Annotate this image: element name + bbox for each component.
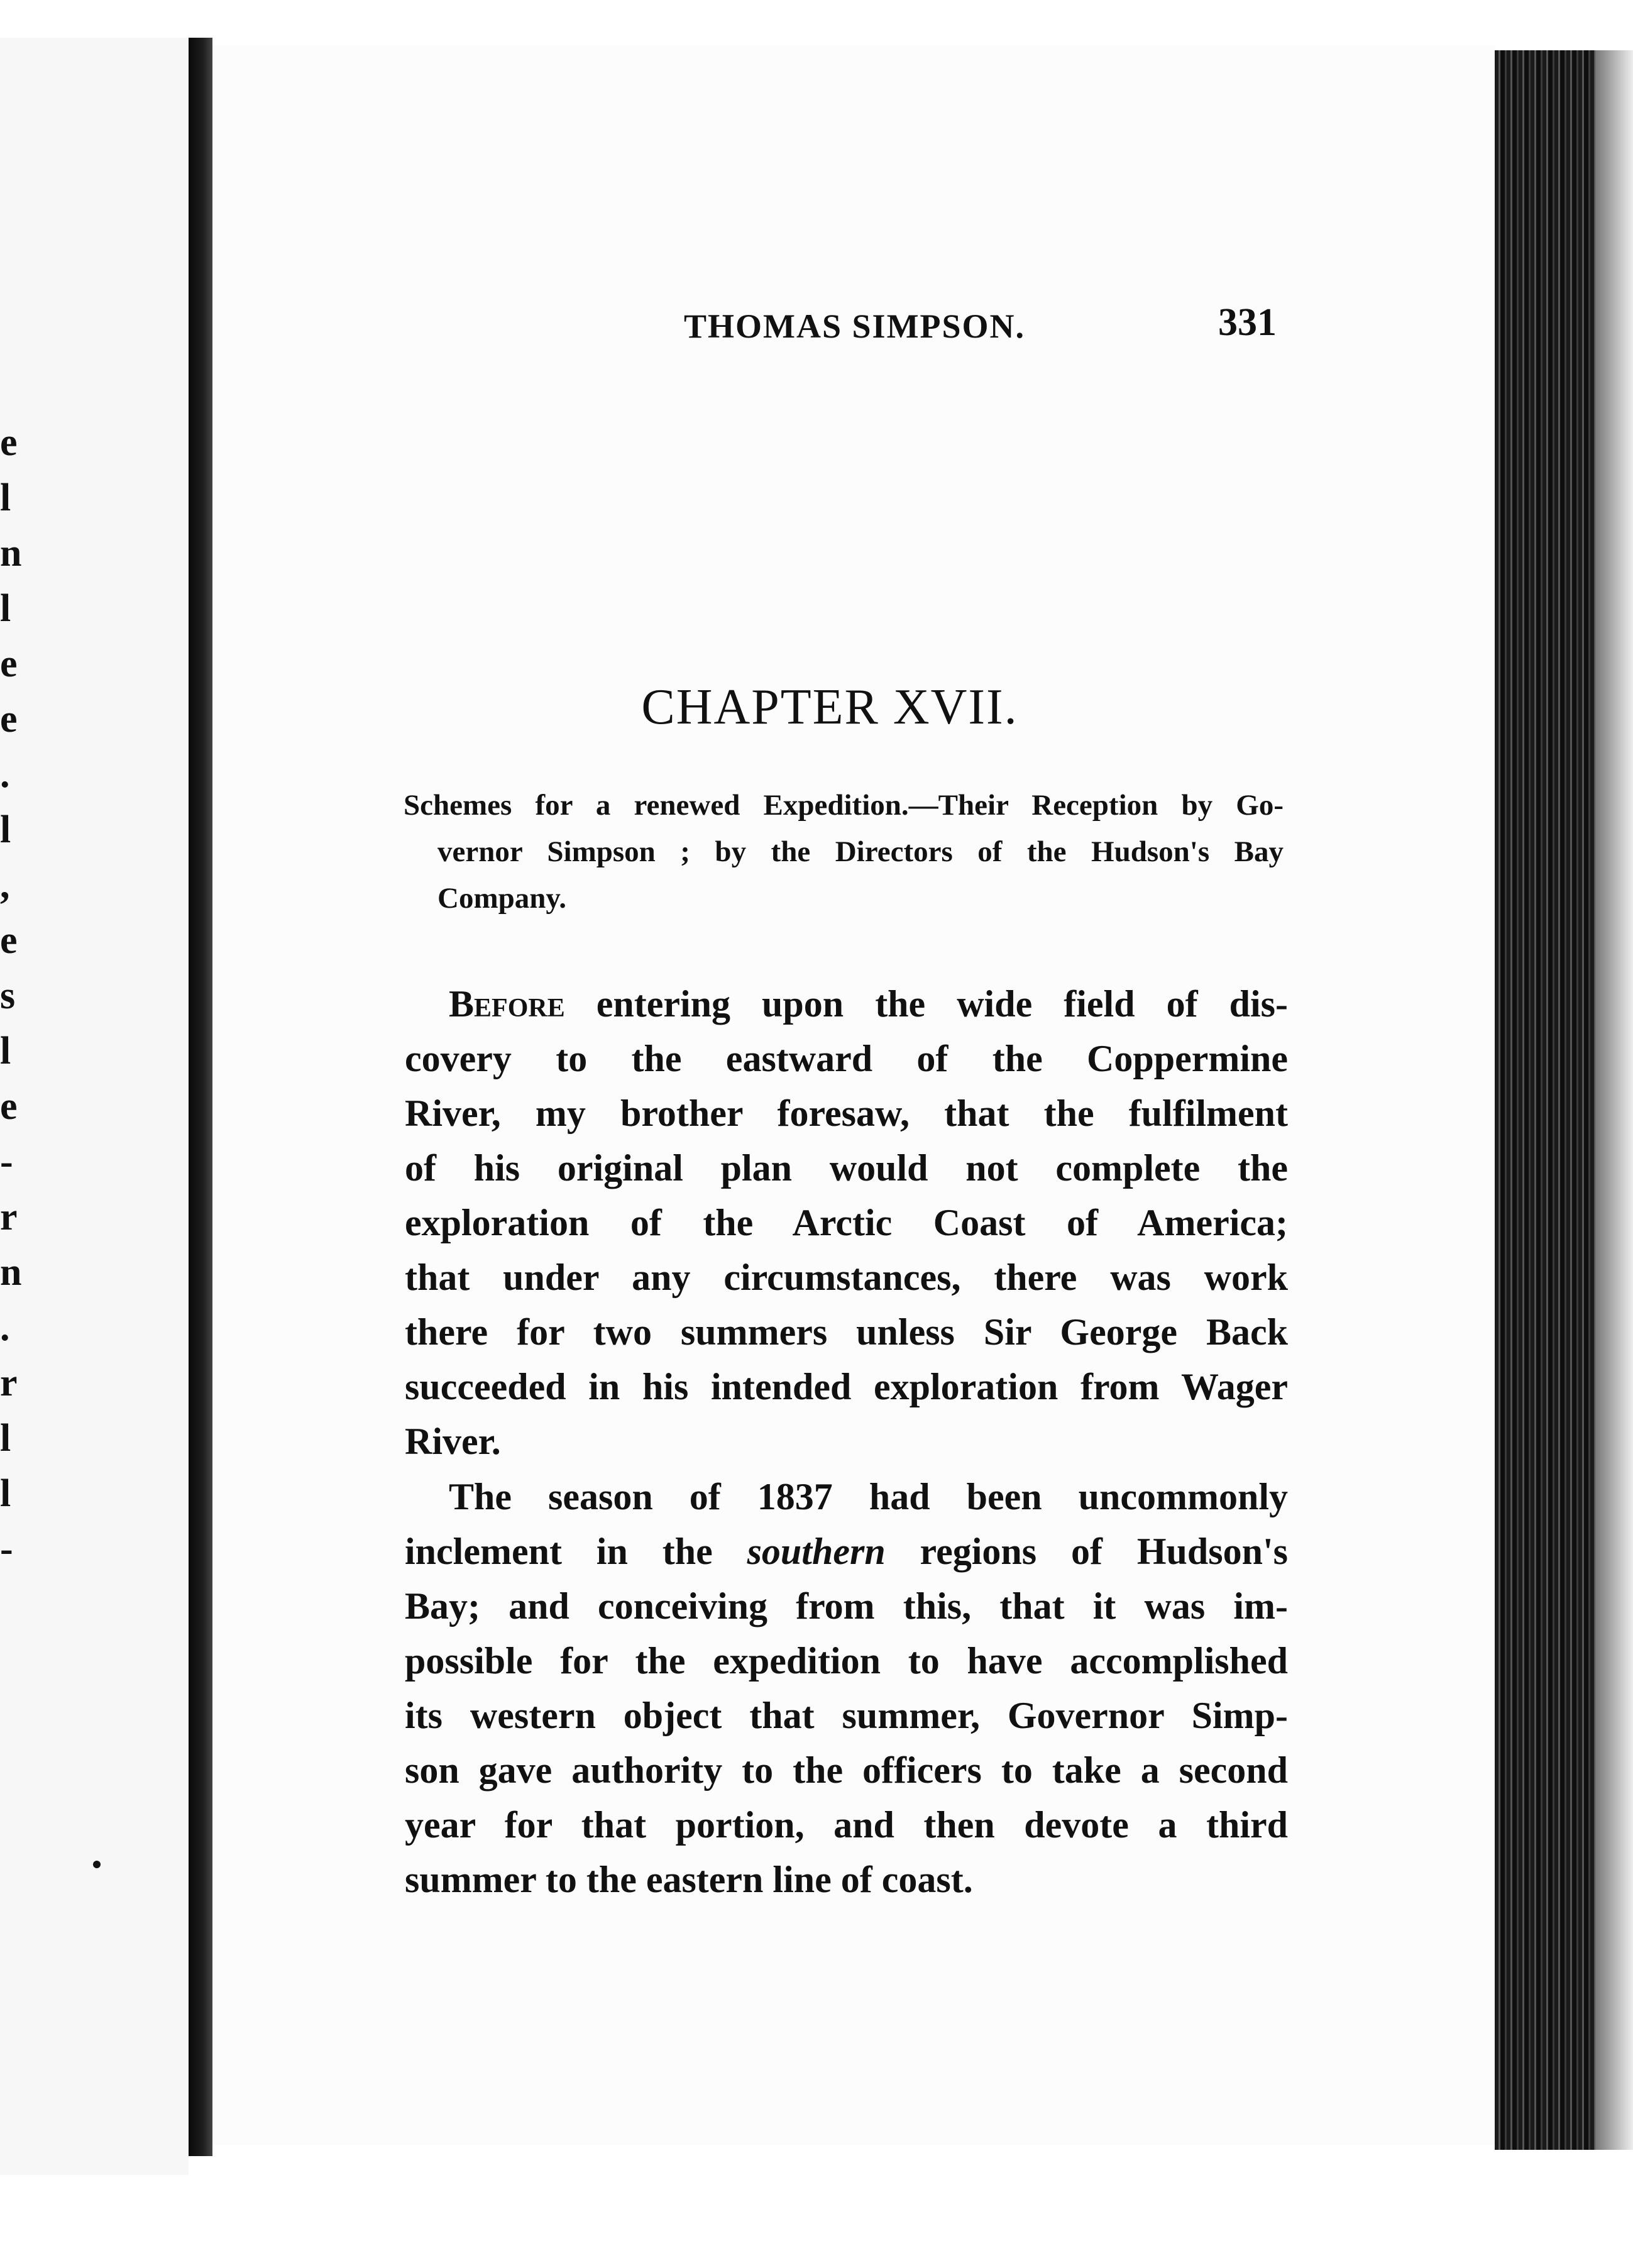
facing-page-letter: e xyxy=(0,642,18,685)
paragraph-2 xyxy=(405,1470,1288,1907)
paragraph-line: of his original plan would not complete the xyxy=(405,1147,1288,1189)
facing-page-letter: e xyxy=(0,919,18,962)
facing-page-letter: l xyxy=(0,808,11,851)
facing-page-letter: r xyxy=(0,1196,18,1238)
paragraph-line xyxy=(405,977,1288,1032)
facing-page-letter: - xyxy=(0,1528,13,1570)
facing-page-fragment xyxy=(0,38,189,2175)
paragraph-line: exploration of the Arctic Coast of America; xyxy=(405,1202,1288,1243)
synopsis-line: vernor Simpson ; by the Directors of the Hudson's Bay xyxy=(437,835,1284,868)
page-edge-shade xyxy=(1595,50,1633,2150)
facing-page-letter: l xyxy=(0,476,11,519)
emphasis: southern xyxy=(747,1531,886,1572)
facing-page-letter: r xyxy=(0,1362,18,1404)
paragraph-line: succeeded in his intended exploration from Wager xyxy=(405,1366,1288,1407)
book-gutter xyxy=(189,38,212,2156)
facing-page-letter: e xyxy=(0,1085,18,1128)
page-edge-stack xyxy=(1495,50,1595,2150)
paragraph-line: River. xyxy=(405,1421,501,1462)
paragraph-line: Bay; and conceiving from this, that it was im- xyxy=(405,1585,1288,1627)
paragraph-line: possible for the expedition to have accomplished xyxy=(405,1640,1288,1682)
paragraph-line: son gave authority to the officers to take a second xyxy=(405,1749,1288,1791)
ink-dot xyxy=(93,1861,101,1868)
facing-page-letters xyxy=(0,415,25,1577)
paragraph-1 xyxy=(405,977,1288,1469)
running-head: THOMAS SIMPSON. xyxy=(684,307,1026,345)
paragraph-line xyxy=(405,1524,1288,1579)
facing-page-letter: , xyxy=(0,864,10,906)
chapter-synopsis xyxy=(404,782,1284,922)
paragraph-line: summer to the eastern line of coast. xyxy=(405,1859,973,1900)
facing-page-letter: e xyxy=(0,421,18,464)
paragraph-line: The season of 1837 had been uncommonly xyxy=(449,1476,1288,1517)
chapter-title: CHAPTER XVII. xyxy=(641,680,1018,735)
paragraph-line: year for that portion, and then devote a third xyxy=(405,1804,1288,1846)
facing-page-letter: l xyxy=(0,1472,11,1515)
synopsis-line: Schemes for a renewed Expedition.—Their Reception by Go- xyxy=(404,789,1284,822)
paragraph-line: there for two summers unless Sir George Back xyxy=(405,1311,1288,1353)
paragraph-line: covery to the eastward of the Coppermine xyxy=(405,1038,1288,1079)
paragraph-line: its western object that summer, Governor Simp- xyxy=(405,1695,1288,1736)
facing-page-letter: l xyxy=(0,1030,11,1072)
text-run: inclement in the xyxy=(405,1531,747,1572)
facing-page-letter: . xyxy=(0,753,10,796)
facing-page-letter: l xyxy=(0,587,11,630)
text-run: regions of Hudson's xyxy=(885,1531,1288,1572)
facing-page-letter: . xyxy=(0,1306,10,1349)
facing-page-letter: e xyxy=(0,698,18,740)
lead-rest: entering upon the wide field of dis- xyxy=(564,983,1288,1025)
facing-page-letter: s xyxy=(0,974,16,1017)
facing-page-letter: n xyxy=(0,1251,22,1294)
paragraph-line: River, my brother foresaw, that the fulfilment xyxy=(405,1093,1288,1134)
facing-page-letter: l xyxy=(0,1417,11,1460)
paragraph-line: that under any circumstances, there was work xyxy=(405,1257,1288,1298)
facing-page-letter: n xyxy=(0,532,22,575)
synopsis-line: Company. xyxy=(437,882,567,915)
lead-word: Before xyxy=(449,983,565,1025)
page-number: 331 xyxy=(1218,301,1277,344)
facing-page-letter: - xyxy=(0,1140,13,1183)
